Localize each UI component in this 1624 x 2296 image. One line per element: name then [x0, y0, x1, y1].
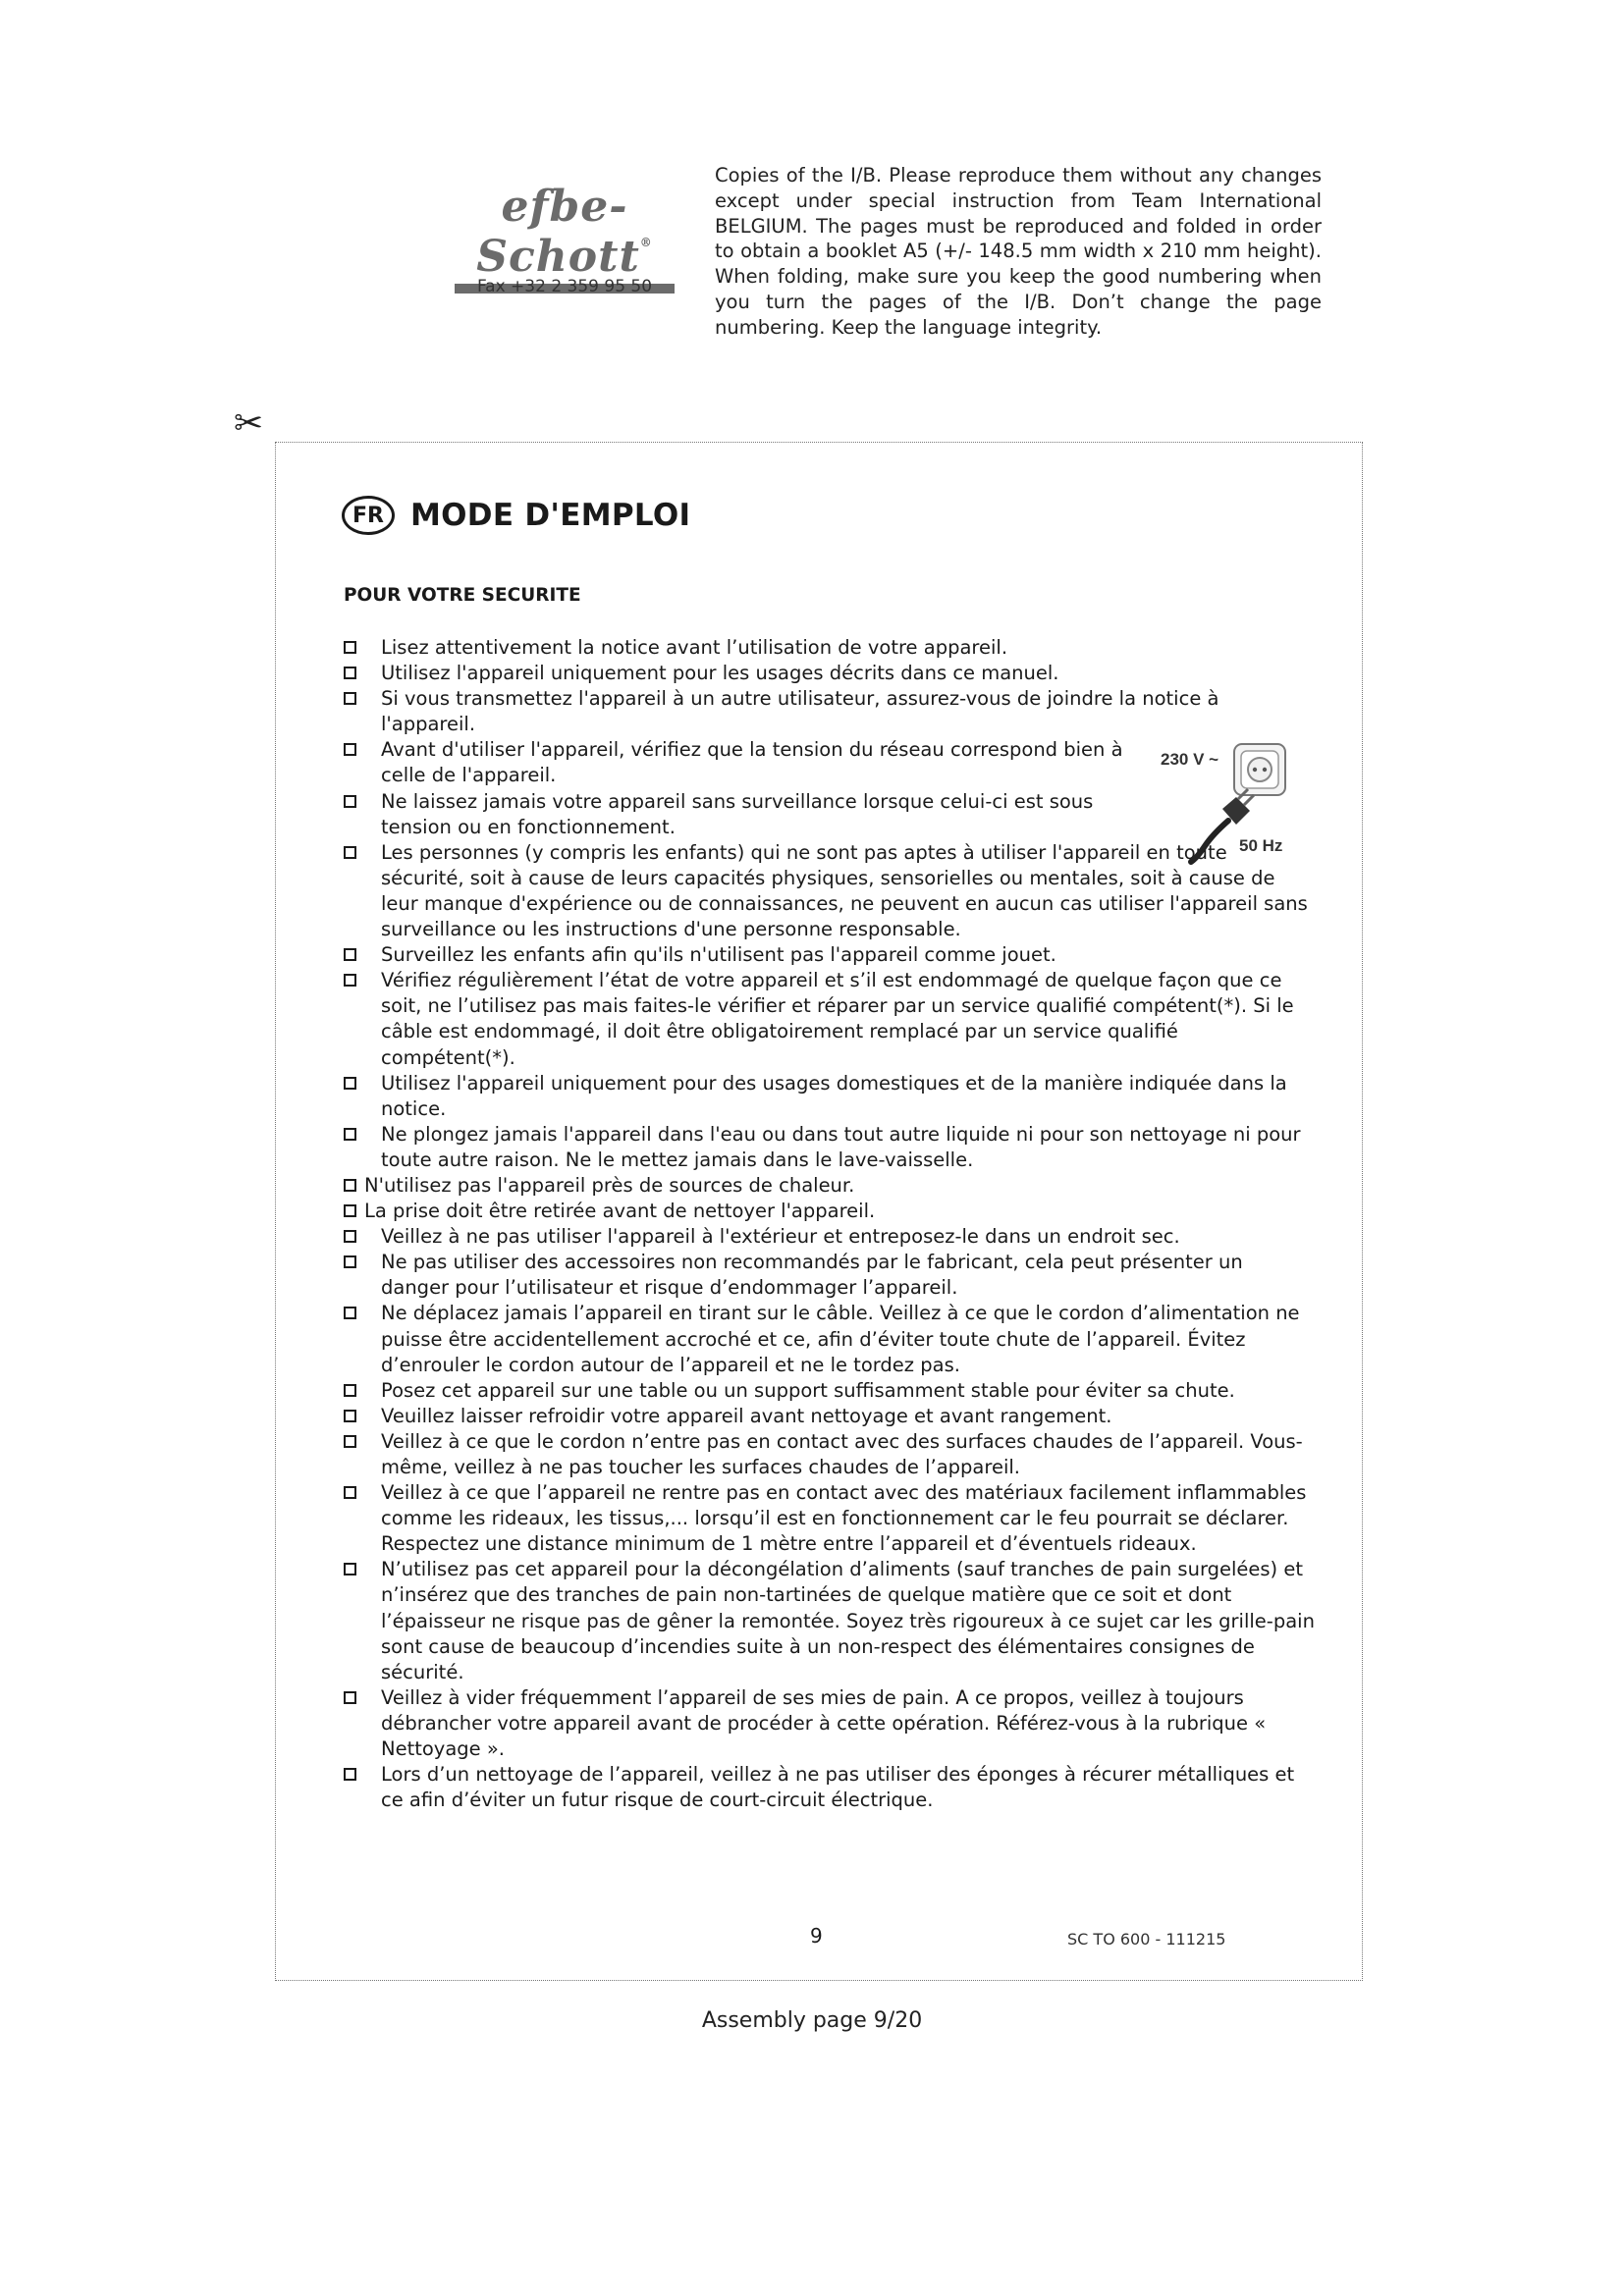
brand-logo-text: efbe-Schott® — [476, 182, 653, 282]
list-item: Ne plongez jamais l'appareil dans l'eau ou dans tout autre liquide ni pour son nettoyage ni pour toute autre raison. Ne le mettez jamais dans le lave-vaisselle. — [344, 1122, 1316, 1173]
fax-number: Fax +32 2 359 95 50 — [476, 277, 653, 296]
model-code: SC TO 600 - 111215 — [1067, 1930, 1226, 1949]
checkbox-icon — [344, 948, 356, 961]
checkbox-icon — [344, 1255, 356, 1268]
list-item: La prise doit être retirée avant de nettoyer l'appareil. — [344, 1199, 1316, 1224]
page-title: MODE D'EMPLOI — [410, 498, 691, 533]
list-item: Si vous transmettez l'appareil à un autre utilisateur, assurez-vous de joindre la notice à l'appareil. — [344, 686, 1316, 737]
checkbox-icon — [344, 1486, 356, 1499]
scissors-icon: ✂ — [234, 403, 264, 444]
checkbox-icon — [344, 846, 356, 859]
checkbox-icon — [344, 667, 356, 679]
checkbox-icon — [344, 1410, 356, 1422]
frequency-label: 50 Hz — [1239, 836, 1283, 855]
list-item: Utilisez l'appareil uniquement pour les usages décrits dans ce manuel. — [344, 661, 1316, 686]
checkbox-icon — [344, 974, 356, 987]
list-item: Veillez à ce que le cordon n’entre pas en contact avec des surfaces chaudes de l’appareil. Vous-même, veillez à ne pas toucher les surfaces chaudes de l’appareil. — [344, 1429, 1316, 1480]
checkbox-icon — [344, 1691, 356, 1704]
checkbox-icon — [344, 1384, 356, 1397]
list-item: Avant d'utiliser l'appareil, vérifiez que la tension du réseau correspond bien à celle de l'appareil. — [344, 737, 1316, 788]
registered-mark: ® — [639, 236, 653, 249]
checkbox-icon — [344, 1435, 356, 1448]
checkbox-icon — [344, 1204, 356, 1217]
list-item: Les personnes (y compris les enfants) qui ne sont pas aptes à utiliser l'appareil en toute sécurité, soit à cause de leurs capacités physiques, sensorielles ou mentales, soit à cause de leur manque d'expérience ou de connaissances, ne peuvent en aucun cas utiliser l'appareil sans surveillance ou les instructions d'une personne responsable. — [344, 840, 1316, 942]
list-item: Veillez à vider fréquemment l’appareil de ses mies de pain. A ce propos, veillez à toujours débrancher votre appareil avant de procéder à cette opération. Référez-vous à la rubrique « Nettoyage ». — [344, 1685, 1316, 1762]
list-item: Surveillez les enfants afin qu'ils n'utilisent pas l'appareil comme jouet. — [344, 942, 1316, 968]
list-item: Lors d’un nettoyage de l’appareil, veillez à ne pas utiliser des éponges à récurer métalliques et ce afin d’éviter un futur risque de court-circuit électrique. — [344, 1762, 1316, 1813]
checkbox-icon — [344, 1563, 356, 1575]
printing-instructions: Copies of the I/B. Please reproduce them without any changes except under special instruction from Team International BELGIUM. The pages must be reproduced and folded in order to obtain a booklet A5 (+/- 148.5 mm width x 210 mm height). When folding, make sure you keep the good numbering when you turn the pages of the I/B. Don’t change the page numbering. Keep the language integrity. — [715, 164, 1322, 339]
page-number: 9 — [810, 1924, 823, 1948]
checkbox-icon — [344, 743, 356, 756]
list-item: Utilisez l'appareil uniquement pour des usages domestiques et de la manière indiquée dans la notice. — [344, 1071, 1316, 1122]
list-item: Veillez à ne pas utiliser l'appareil à l'extérieur et entreposez-le dans un endroit sec. — [344, 1224, 1316, 1250]
checkbox-icon — [344, 795, 356, 808]
voltage-label: 230 V ~ — [1161, 750, 1219, 769]
list-item: N'utilisez pas l'appareil près de sources de chaleur. — [344, 1173, 1316, 1199]
checkbox-icon — [344, 1077, 356, 1090]
list-item: Posez cet appareil sur une table ou un support suffisamment stable pour éviter sa chute. — [344, 1378, 1316, 1404]
checkbox-icon — [344, 1307, 356, 1319]
checkbox-icon — [344, 1179, 356, 1192]
list-item: Veillez à ce que l’appareil ne rentre pas en contact avec des matériaux facilement inflammables comme les rideaux, les tissus,... lorsqu’il est en fonctionnement car le feu pourrait se déclarer. Respectez une distance minimum de 1 mètre entre l’appareil et d’éventuels rideaux. — [344, 1480, 1316, 1557]
list-item: N’utilisez pas cet appareil pour la décongélation d’aliments (sauf tranches de pain surgelées) et n’insérez que des tranches de pain non-tartinées de quelque matière que ce soit et dont l’épaisseur ne risque pas de gêner la remontée. Soyez très rigoureux à ce sujet car les grille-pain sont cause de beaucoup d’incendies suite à un non-respect des élémentaires consignes de sécurité. — [344, 1557, 1316, 1684]
checkbox-icon — [344, 1128, 356, 1141]
checkbox-icon — [344, 1768, 356, 1781]
list-item: Ne pas utiliser des accessoires non recommandés par le fabricant, cela peut présenter un danger pour l’utilisateur et risque d’endommager l’appareil. — [344, 1250, 1316, 1301]
list-item: Ne laissez jamais votre appareil sans surveillance lorsque celui-ci est sous tension ou en fonctionnement. — [344, 789, 1316, 840]
list-item: Veuillez laisser refroidir votre appareil avant nettoyage et avant rangement. — [344, 1404, 1316, 1429]
language-badge: FR — [342, 496, 395, 535]
manual-title-row — [342, 491, 690, 540]
assembly-page-label: Assembly page 9/20 — [701, 2008, 923, 2033]
checkbox-icon — [344, 641, 356, 654]
checkbox-icon — [344, 692, 356, 705]
list-item: Ne déplacez jamais l’appareil en tirant sur le câble. Veillez à ce que le cordon d’alimentation ne puisse être accidentellement accroché et ce, afin d’éviter toute chute de l’appareil. Évitez d’enrouler le cordon autour de l’appareil et ne le tordez pas. — [344, 1301, 1316, 1377]
list-item: Lisez attentivement la notice avant l’utilisation de votre appareil. — [344, 635, 1316, 661]
checkbox-icon — [344, 1230, 356, 1243]
list-item: Vérifiez régulièrement l’état de votre appareil et s’il est endommagé de quelque façon que ce soit, ne l’utilisez pas mais faites-le vérifier et réparer par un service qualifié compétent(*). Si le câble est endommagé, il doit être obligatoirement remplacé par un service qualifié compétent(*). — [344, 968, 1316, 1070]
section-heading: POUR VOTRE SECURITE — [344, 585, 581, 606]
